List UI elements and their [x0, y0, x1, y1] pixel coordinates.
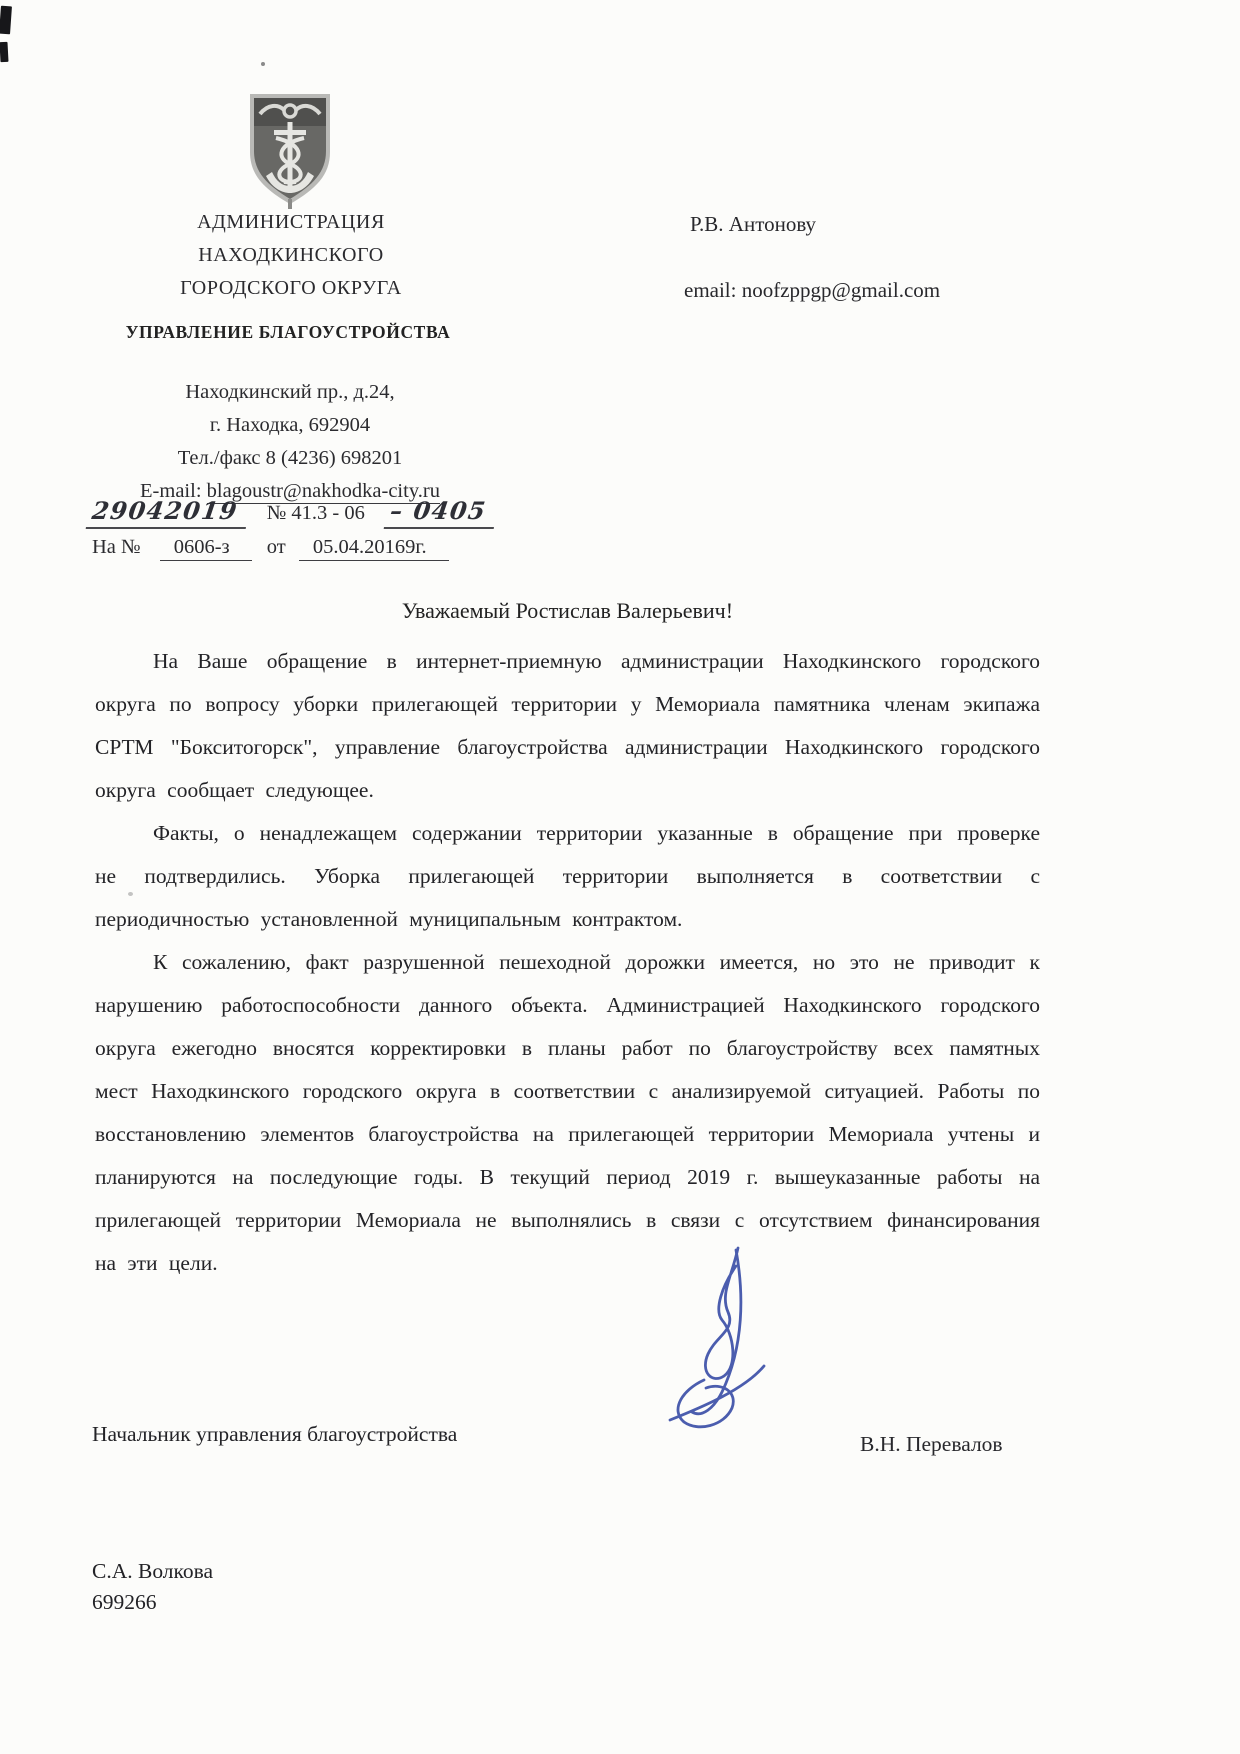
org-name-line-1: АДМИНИСТРАЦИЯ	[197, 211, 385, 233]
salutation: Уважаемый Ростислав Валерьевич!	[401, 598, 734, 623]
incoming-reference-line	[92, 536, 612, 559]
organization-name	[118, 206, 464, 305]
sender-contact-block	[100, 376, 480, 508]
department-name: УПРАВЛЕНИЕ БЛАГОУСТРОЙСТВА	[125, 322, 451, 342]
executor-block	[92, 1556, 213, 1618]
paragraph-2: Факты, о ненадлежащем содержании территории указанные в обращение при проверке не подтвердились. Уборка прилегающей территории выполняется в соответствии с периодичностью установленной муниципальным контрактом.	[95, 821, 1040, 931]
recipient-name: Р.В. Антонову	[690, 212, 817, 236]
signer-position-title: Начальник управления благоустройства	[92, 1422, 458, 1446]
signer-name: В.Н. Перевалов	[860, 1432, 1003, 1456]
outgoing-reference-line	[88, 496, 608, 529]
sender-email-value: blagoustr@nakhodka-city.ru	[206, 480, 440, 502]
phone-fax: Тел./факс 8 (4236) 698201	[177, 447, 403, 469]
incoming-number: 0606-з	[160, 536, 252, 561]
paragraph-3: К сожалению, факт разрушенной пешеходной дорожки имеется, но это не приводит к нарушению работоспособности данного объекта. Администрацией Находкинского городского округа ежегодно вносятся корректировки в планы работ по благоустройству всех памятных мест Находкинского городского округа в соответствии с анализируемой ситуацией. Работы по восстановлению элементов благоустройства на прилегающей территории Мемориала учтены и планируются на последующие годы. В текущий период 2019 г. вышеуказанные работы на прилегающей территории Мемориала не выполнялись в связи с отсутствием финансирования на эти цели.	[95, 950, 1040, 1275]
recipient-email-label: email:	[684, 278, 737, 302]
org-name-line-2: НАХОДКИНСКОГО	[198, 244, 384, 266]
executor-name: С.А. Волкова	[92, 1559, 214, 1583]
scan-speck	[261, 62, 265, 66]
org-name-line-3: ГОРОДСКОГО ОКРУГА	[180, 277, 402, 299]
address-city: г. Находка, 692904	[209, 414, 371, 436]
outgoing-number-handwritten: – 0405	[384, 496, 499, 529]
paragraph-1: На Ваше обращение в интернет-приемную администрации Находкинского городского округа по вопросу уборки прилегающей территории у Мемориала памятника членам экипажа СРТМ "Бокситогорск", управление благоустройства администрации Находкинского городского округа сообщает следующее.	[95, 649, 1040, 802]
incoming-label: На №	[92, 536, 141, 558]
incoming-date: 05.04.20169г.	[299, 536, 449, 561]
recipient-email-value: noofzppgp@gmail.com	[741, 278, 941, 302]
outgoing-date-handwritten: 29042019	[86, 496, 250, 529]
scan-artifact-mark	[0, 6, 12, 35]
incoming-from-label: от	[266, 536, 286, 558]
nakhodka-coat-of-arms-icon	[246, 92, 334, 210]
handwritten-signature-icon	[652, 1242, 792, 1437]
executor-phone: 699266	[92, 1590, 157, 1614]
scan-artifact-mark	[0, 42, 9, 62]
recipient-email-line	[684, 278, 940, 303]
address-street: Находкинский пр., д.24,	[185, 381, 395, 403]
letter-body	[95, 640, 1040, 1285]
outgoing-number-printed: № 41.3 - 06	[266, 502, 365, 524]
sender-email-label: E-mail:	[140, 480, 202, 502]
